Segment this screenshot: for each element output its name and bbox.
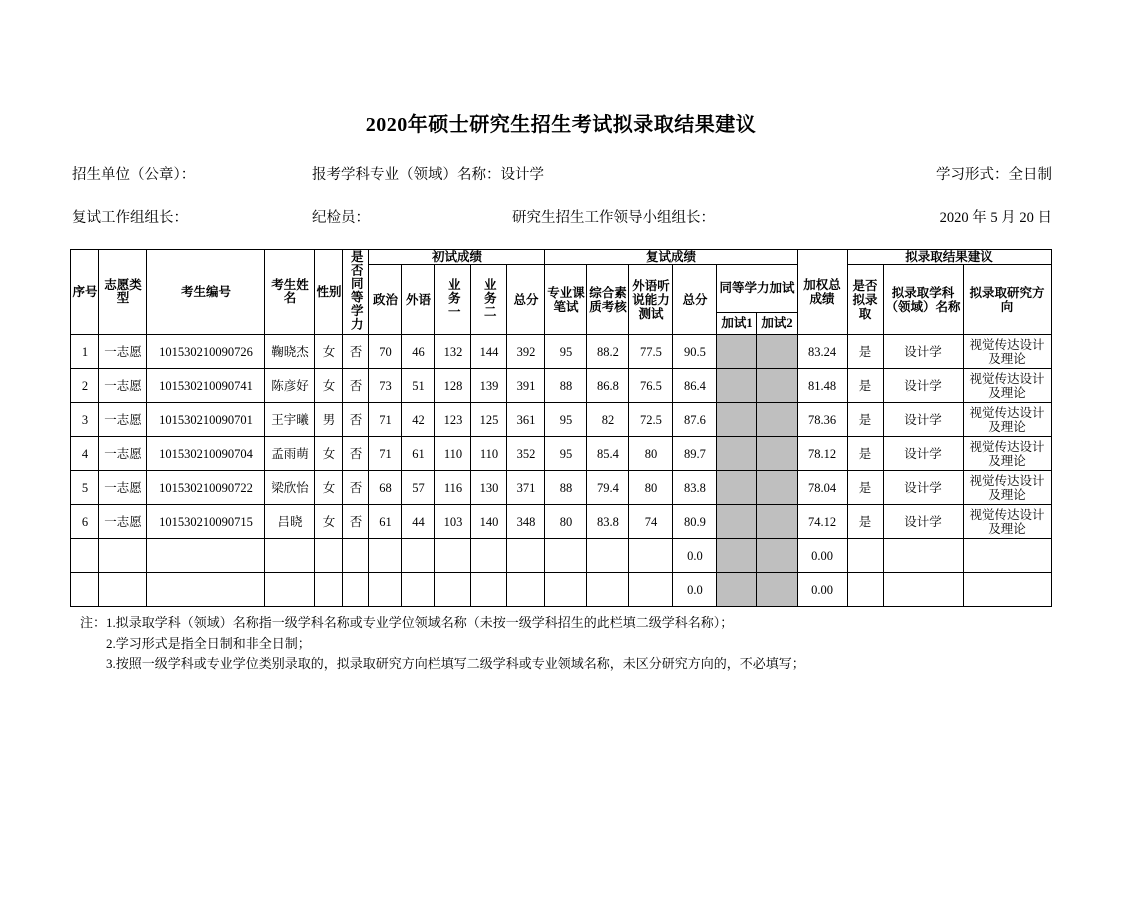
cell-candidate-name: 王宇曦 bbox=[265, 403, 315, 437]
cell-comprehensive: 88.2 bbox=[587, 335, 629, 369]
cell-comprehensive bbox=[587, 573, 629, 607]
cell-add-test2 bbox=[757, 369, 797, 403]
cell-add-test2 bbox=[757, 437, 797, 471]
table-row bbox=[71, 335, 1051, 369]
table-body bbox=[71, 335, 1051, 607]
note-line-3: 3.按照一级学科或专业学位类别录取的，拟录取研究方向栏填写二级学科或专业领域名称，未区分研究方向的，不必填写； bbox=[106, 655, 805, 671]
cell-candidate-name: 吕晓 bbox=[265, 505, 315, 539]
cell-business-two: 140 bbox=[471, 505, 507, 539]
cell-gender: 女 bbox=[315, 369, 343, 403]
cell-admit-major: 设计学 bbox=[883, 403, 963, 437]
cell-total-first: 391 bbox=[507, 369, 545, 403]
group-leader-label: 复试工作组组长： bbox=[72, 210, 188, 226]
cell-total-first bbox=[507, 573, 545, 607]
inspector-label: 纪检员： bbox=[312, 210, 370, 226]
cell-equal-ability: 否 bbox=[343, 369, 369, 403]
cell-admit-direction bbox=[963, 573, 1051, 607]
cell-wish-type bbox=[99, 539, 147, 573]
cell-business-two: 130 bbox=[471, 471, 507, 505]
cell-admit-major: 设计学 bbox=[883, 437, 963, 471]
group-result-suggestion: 拟录取结果建议 bbox=[847, 250, 1051, 265]
cell-admit-major: 设计学 bbox=[883, 505, 963, 539]
cell-gender: 男 bbox=[315, 403, 343, 437]
cell-weighted-total: 78.04 bbox=[797, 471, 847, 505]
cell-candidate-name bbox=[265, 573, 315, 607]
cell-politics: 68 bbox=[369, 471, 402, 505]
col-index: 序号 bbox=[71, 250, 99, 335]
cell-add-test1 bbox=[717, 505, 757, 539]
meta-row-2 bbox=[0, 206, 1122, 227]
cell-major-written: 88 bbox=[545, 471, 587, 505]
cell-business-one: 123 bbox=[435, 403, 471, 437]
note-line-1: 注：1.拟录取学科（领域）名称指一级学科名称或专业学位领域名称（未按一级学科招生的此栏填二级学科名称）； bbox=[80, 615, 734, 631]
cell-equal-ability: 否 bbox=[343, 471, 369, 505]
committee-leader-label: 研究生招生工作领导小组组长： bbox=[512, 210, 715, 226]
cell-total-second: 80.9 bbox=[673, 505, 717, 539]
cell-weighted-total: 78.12 bbox=[797, 437, 847, 471]
cell-foreign-lang: 61 bbox=[402, 437, 435, 471]
cell-business-one: 128 bbox=[435, 369, 471, 403]
cell-add-test1 bbox=[717, 403, 757, 437]
cell-add-test1 bbox=[717, 437, 757, 471]
cell-gender bbox=[315, 539, 343, 573]
cell-candidate-name: 孟雨萌 bbox=[265, 437, 315, 471]
cell-listening: 72.5 bbox=[629, 403, 673, 437]
cell-candidate-name bbox=[265, 539, 315, 573]
study-form-label: 学习形式：全日制 bbox=[936, 167, 1052, 183]
table-header-row-1 bbox=[71, 250, 1051, 265]
cell-wish-type: 一志愿 bbox=[99, 505, 147, 539]
cell-listening: 80 bbox=[629, 471, 673, 505]
cell-listening: 74 bbox=[629, 505, 673, 539]
cell-candidate-no: 101530210090704 bbox=[147, 437, 265, 471]
cell-foreign-lang: 57 bbox=[402, 471, 435, 505]
group-second-exam: 复试成绩 bbox=[545, 250, 797, 265]
cell-candidate-no: 101530210090741 bbox=[147, 369, 265, 403]
cell-major-written: 95 bbox=[545, 403, 587, 437]
cell-total-first: 361 bbox=[507, 403, 545, 437]
cell-major-written: 88 bbox=[545, 369, 587, 403]
document-page bbox=[0, 108, 1122, 901]
col-add-test-1: 加试1 bbox=[717, 312, 757, 334]
cell-index: 2 bbox=[71, 369, 99, 403]
cell-equal-ability: 否 bbox=[343, 437, 369, 471]
cell-index: 4 bbox=[71, 437, 99, 471]
cell-foreign-lang: 46 bbox=[402, 335, 435, 369]
cell-equal-ability: 否 bbox=[343, 403, 369, 437]
cell-total-second: 83.8 bbox=[673, 471, 717, 505]
cell-business-one bbox=[435, 573, 471, 607]
col-add-test-2: 加试2 bbox=[757, 312, 797, 334]
cell-total-first: 371 bbox=[507, 471, 545, 505]
cell-total-second: 90.5 bbox=[673, 335, 717, 369]
table-row bbox=[71, 539, 1051, 573]
cell-admit-direction: 视觉传达设计及理论 bbox=[963, 505, 1051, 539]
cell-politics bbox=[369, 573, 402, 607]
cell-wish-type: 一志愿 bbox=[99, 335, 147, 369]
cell-weighted-total: 81.48 bbox=[797, 369, 847, 403]
cell-admitted bbox=[847, 539, 883, 573]
cell-gender: 女 bbox=[315, 505, 343, 539]
page-title: 2020年硕士研究生招生考试拟录取结果建议 bbox=[365, 114, 757, 136]
col-comprehensive: 综合素质考核 bbox=[587, 265, 629, 335]
cell-admit-major: 设计学 bbox=[883, 471, 963, 505]
admission-results-table bbox=[70, 249, 1051, 607]
cell-wish-type: 一志愿 bbox=[99, 403, 147, 437]
cell-business-two: 144 bbox=[471, 335, 507, 369]
cell-listening: 77.5 bbox=[629, 335, 673, 369]
cell-candidate-no: 101530210090722 bbox=[147, 471, 265, 505]
cell-admitted: 是 bbox=[847, 505, 883, 539]
cell-gender: 女 bbox=[315, 437, 343, 471]
table-row bbox=[71, 369, 1051, 403]
cell-business-one: 103 bbox=[435, 505, 471, 539]
cell-listening: 76.5 bbox=[629, 369, 673, 403]
col-listening: 外语听说能力测试 bbox=[629, 265, 673, 335]
admission-unit-label: 招生单位（公章）： bbox=[72, 167, 196, 183]
cell-comprehensive: 79.4 bbox=[587, 471, 629, 505]
table-row bbox=[71, 403, 1051, 437]
col-weighted-total: 加权总成绩 bbox=[797, 250, 847, 335]
cell-add-test1 bbox=[717, 539, 757, 573]
cell-politics: 71 bbox=[369, 437, 402, 471]
cell-equal-ability bbox=[343, 573, 369, 607]
cell-admit-major bbox=[883, 573, 963, 607]
cell-foreign-lang: 42 bbox=[402, 403, 435, 437]
cell-politics: 73 bbox=[369, 369, 402, 403]
group-equal-ability-add: 同等学力加试 bbox=[717, 265, 797, 313]
cell-admit-major bbox=[883, 539, 963, 573]
cell-politics: 71 bbox=[369, 403, 402, 437]
cell-comprehensive: 82 bbox=[587, 403, 629, 437]
table-row bbox=[71, 471, 1051, 505]
cell-equal-ability: 否 bbox=[343, 335, 369, 369]
cell-admit-direction: 视觉传达设计及理论 bbox=[963, 335, 1051, 369]
cell-total-second: 87.6 bbox=[673, 403, 717, 437]
cell-gender: 女 bbox=[315, 335, 343, 369]
cell-weighted-total: 0.00 bbox=[797, 539, 847, 573]
col-candidate-no: 考生编号 bbox=[147, 250, 265, 335]
table-row bbox=[71, 437, 1051, 471]
cell-total-second: 0.0 bbox=[673, 573, 717, 607]
meta-row-1 bbox=[0, 163, 1122, 184]
cell-candidate-name: 陈彦好 bbox=[265, 369, 315, 403]
cell-admitted: 是 bbox=[847, 335, 883, 369]
cell-admitted: 是 bbox=[847, 403, 883, 437]
cell-admitted: 是 bbox=[847, 471, 883, 505]
cell-gender bbox=[315, 573, 343, 607]
cell-business-one bbox=[435, 539, 471, 573]
cell-admit-direction: 视觉传达设计及理论 bbox=[963, 437, 1051, 471]
cell-business-two bbox=[471, 573, 507, 607]
cell-equal-ability: 否 bbox=[343, 505, 369, 539]
col-politics: 政治 bbox=[369, 265, 402, 335]
cell-foreign-lang bbox=[402, 573, 435, 607]
cell-equal-ability bbox=[343, 539, 369, 573]
col-major-written: 专业课笔试 bbox=[545, 265, 587, 335]
cell-major-written bbox=[545, 539, 587, 573]
cell-comprehensive: 85.4 bbox=[587, 437, 629, 471]
cell-weighted-total: 83.24 bbox=[797, 335, 847, 369]
cell-total-second: 0.0 bbox=[673, 539, 717, 573]
cell-admit-direction: 视觉传达设计及理论 bbox=[963, 403, 1051, 437]
cell-business-two: 110 bbox=[471, 437, 507, 471]
cell-add-test1 bbox=[717, 471, 757, 505]
col-business-two: 业务二 bbox=[471, 265, 507, 335]
cell-candidate-no bbox=[147, 539, 265, 573]
cell-add-test2 bbox=[757, 539, 797, 573]
cell-candidate-name: 梁欣怡 bbox=[265, 471, 315, 505]
cell-index: 5 bbox=[71, 471, 99, 505]
cell-wish-type: 一志愿 bbox=[99, 437, 147, 471]
cell-admit-major: 设计学 bbox=[883, 369, 963, 403]
cell-weighted-total: 78.36 bbox=[797, 403, 847, 437]
cell-admit-direction: 视觉传达设计及理论 bbox=[963, 471, 1051, 505]
cell-candidate-no bbox=[147, 573, 265, 607]
cell-candidate-no: 101530210090701 bbox=[147, 403, 265, 437]
cell-weighted-total: 0.00 bbox=[797, 573, 847, 607]
cell-politics bbox=[369, 539, 402, 573]
cell-admit-major: 设计学 bbox=[883, 335, 963, 369]
cell-business-one: 132 bbox=[435, 335, 471, 369]
col-admit-major: 拟录取学科（领域）名称 bbox=[883, 265, 963, 335]
cell-foreign-lang bbox=[402, 539, 435, 573]
col-foreign-lang: 外语 bbox=[402, 265, 435, 335]
major-label: 报考学科专业（领域）名称：设计学 bbox=[312, 167, 544, 183]
cell-add-test2 bbox=[757, 471, 797, 505]
cell-total-first bbox=[507, 539, 545, 573]
cell-politics: 70 bbox=[369, 335, 402, 369]
cell-listening bbox=[629, 539, 673, 573]
cell-add-test1 bbox=[717, 335, 757, 369]
cell-candidate-name: 鞠晓杰 bbox=[265, 335, 315, 369]
cell-candidate-no: 101530210090715 bbox=[147, 505, 265, 539]
cell-listening bbox=[629, 573, 673, 607]
cell-index: 6 bbox=[71, 505, 99, 539]
cell-business-one: 110 bbox=[435, 437, 471, 471]
cell-major-written: 95 bbox=[545, 335, 587, 369]
cell-wish-type: 一志愿 bbox=[99, 471, 147, 505]
cell-admitted bbox=[847, 573, 883, 607]
cell-index: 3 bbox=[71, 403, 99, 437]
col-wish-type: 志愿类型 bbox=[99, 250, 147, 335]
col-business-one: 业务一 bbox=[435, 265, 471, 335]
cell-admit-direction bbox=[963, 539, 1051, 573]
cell-total-second: 86.4 bbox=[673, 369, 717, 403]
cell-admitted: 是 bbox=[847, 369, 883, 403]
cell-add-test2 bbox=[757, 335, 797, 369]
cell-add-test1 bbox=[717, 369, 757, 403]
col-admit-direction: 拟录取研究方向 bbox=[963, 265, 1051, 335]
col-total-first: 总分 bbox=[507, 265, 545, 335]
cell-business-two: 139 bbox=[471, 369, 507, 403]
col-total-second: 总分 bbox=[673, 265, 717, 335]
cell-add-test1 bbox=[717, 573, 757, 607]
cell-add-test2 bbox=[757, 573, 797, 607]
group-first-exam: 初试成绩 bbox=[369, 250, 545, 265]
cell-index bbox=[71, 539, 99, 573]
cell-add-test2 bbox=[757, 505, 797, 539]
cell-admit-direction: 视觉传达设计及理论 bbox=[963, 369, 1051, 403]
cell-comprehensive bbox=[587, 539, 629, 573]
cell-index bbox=[71, 573, 99, 607]
cell-admitted: 是 bbox=[847, 437, 883, 471]
table-row bbox=[71, 505, 1051, 539]
cell-total-first: 352 bbox=[507, 437, 545, 471]
cell-major-written: 80 bbox=[545, 505, 587, 539]
cell-total-first: 348 bbox=[507, 505, 545, 539]
cell-major-written: 95 bbox=[545, 437, 587, 471]
cell-index: 1 bbox=[71, 335, 99, 369]
cell-wish-type: 一志愿 bbox=[99, 369, 147, 403]
cell-comprehensive: 86.8 bbox=[587, 369, 629, 403]
cell-politics: 61 bbox=[369, 505, 402, 539]
col-candidate-name: 考生姓名 bbox=[265, 250, 315, 335]
cell-major-written bbox=[545, 573, 587, 607]
notes-block bbox=[0, 613, 1122, 673]
cell-comprehensive: 83.8 bbox=[587, 505, 629, 539]
cell-listening: 80 bbox=[629, 437, 673, 471]
cell-business-one: 116 bbox=[435, 471, 471, 505]
cell-candidate-no: 101530210090726 bbox=[147, 335, 265, 369]
cell-foreign-lang: 44 bbox=[402, 505, 435, 539]
cell-total-second: 89.7 bbox=[673, 437, 717, 471]
cell-business-two: 125 bbox=[471, 403, 507, 437]
date-label: 2020 年 5 月 20 日 bbox=[939, 210, 1052, 226]
col-equal-ability: 是否同等学力 bbox=[343, 250, 369, 335]
cell-business-two bbox=[471, 539, 507, 573]
cell-add-test2 bbox=[757, 403, 797, 437]
cell-wish-type bbox=[99, 573, 147, 607]
cell-foreign-lang: 51 bbox=[402, 369, 435, 403]
col-gender: 性别 bbox=[315, 250, 343, 335]
cell-weighted-total: 74.12 bbox=[797, 505, 847, 539]
cell-gender: 女 bbox=[315, 471, 343, 505]
table-row bbox=[71, 573, 1051, 607]
col-admitted: 是否拟录取 bbox=[847, 265, 883, 335]
note-line-2: 2.学习形式是指全日制和非全日制； bbox=[106, 635, 311, 651]
cell-total-first: 392 bbox=[507, 335, 545, 369]
